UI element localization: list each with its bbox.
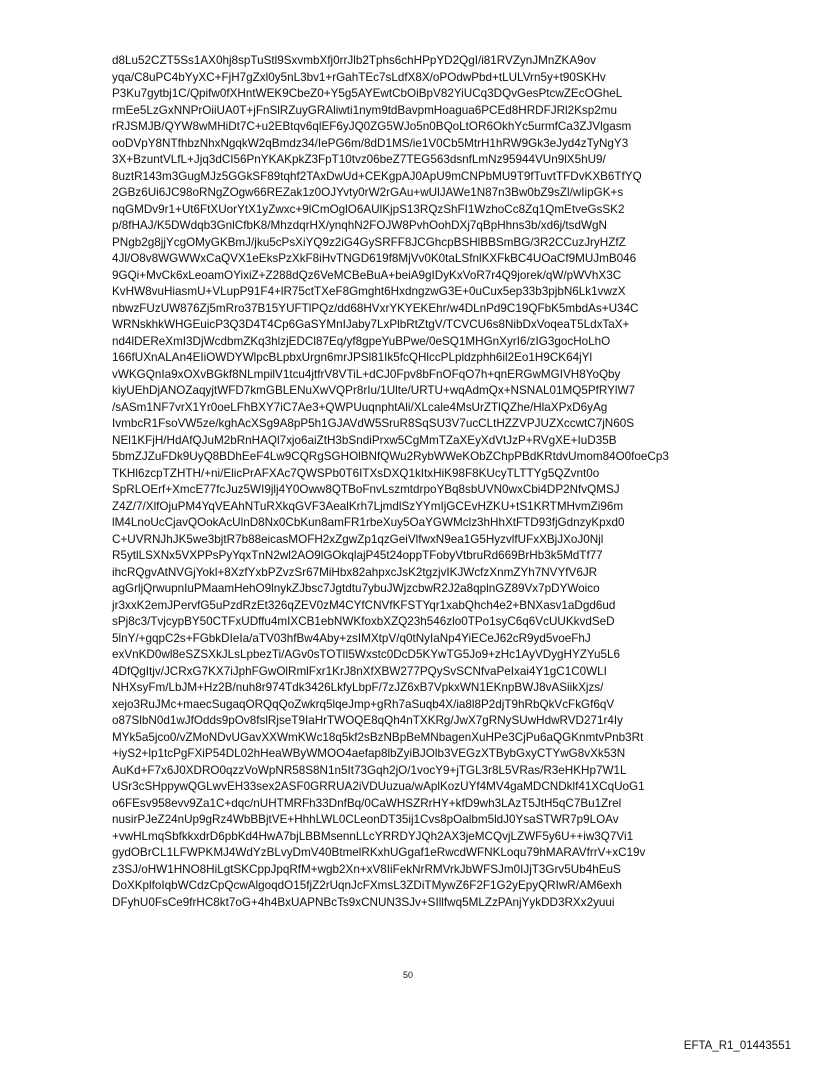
text-line: NEl1KFjH/HdAfQJuM2bRnHAQl7xjo6aiZtH3bSndiPrxw5CgMmTZaXEyXdVtJzP+RVgXE+IuD35B xyxy=(112,433,617,447)
text-line: NHXsyFm/LbJM+Hz2B/nuh8r974Tdk3426LkfyLbpF/7zJZ6xB7VpkxWN1EKnpBWJ8vASiikXjzs/ xyxy=(112,681,604,694)
text-line: o6FEsv958evv9Za1C+dqc/nUHTMRFh33DnfBq/0CaWHSZRrHY+kfD9wh3LAzT5JtH5qC7Bu1Zrel xyxy=(112,796,622,810)
text-line: ooDVpY8NTfhbzNhxNgqkW2qBmdz34/IePG6m/8dD1MS/ie1V0Cb5MtrH1hRW9Gk3eJyd4zTyNgY3 xyxy=(112,136,629,150)
text-line: vWKGQnIa9xOXvBGkf8NLmpilV1tcu4jtfrV8VTiL+dCJ0Fpv8bFnOFqO7h+qnERGwMGIVH8YoQby xyxy=(112,367,621,381)
page-number: 50 xyxy=(402,970,413,980)
text-line: exVnKD0wl8eSZSXkJLsLpbezTi/AGv0sTOTlI5Wxstc0DcD5KYwTG5Jo9+zHc1AyVDygHYZYu5L6 xyxy=(112,648,621,661)
text-line: sPj8c3/TvjcypBY50CTFxUDffu4mIXCB1ebNWKfoxbXZQ23h546zlo0TPo1syC6q6VcUUKkvdSeD xyxy=(112,615,615,628)
text-line: 2GBz6Ui6JC98oRNgZOgw66REZak1z0OJYvty0rW2rGAu+wUlJAWe1N87n3Bw0bZ9sZl/wIipGK+s xyxy=(112,186,624,199)
text-line: z3SJ/oHW1HNO8HiLgtSKCppJpqRfM+wgb2Xn+xV8IiFekNrRMVrkJbWFSJm0IJjT3Grv5Ub4hEuS xyxy=(112,862,621,876)
text-line: /sASm1NF7vrX1Yr0oeLFhBXY7iC7Ae3+QWPUuqnphtAli/XLcale4MsUrZTlQZhe/HlaXPxD6yAg xyxy=(112,400,608,414)
text-line: yqa/C8uPC4bYyXC+FjH7gZxl0y5nL3bv1+rGahTEc7sLdfX8X/oPOdwPbd+tLULVrn5y+t90SKHv xyxy=(112,70,606,84)
text-line: 3X+BzuntVLfL+Jjq3dCI56PnYKAKpkZ3FpT10tvz06beZ7TEG563dsnfLmNz95944VUn9lX5hU9/ xyxy=(112,153,606,166)
text-line: nbwzFUzUW876Zj5mRro37B15YUFTlPQz/dd68HVxrYKYEKEhr/w4DLnPd9C19QFbK5mbdAs+U34C xyxy=(112,301,639,315)
text-line: 4DfQgItjv/JCRxG7KX7iJphFGwOlRmlFxr1KrJ8nXfXBW277PQySvSCNfvaPeIxai4Y1gC1C0WLI xyxy=(112,664,607,678)
text-line: lM4LnoUcCjavQOokAcUlnD8Nx0CbKun8amFR1rbeXuy5OaYGWMclz3hHhXtFTD93fjGdnzyKpxd0 xyxy=(112,516,625,529)
document-id: EFTA_R1_01443551 xyxy=(683,1040,791,1052)
text-line: kiyUEhDjANOZaqyjtWFD7kmGBLENuXwVQPr8rIu/1Ulte/URTU+wqAdmQx+NSNAL01MQ5PfRYlW7 xyxy=(112,384,636,397)
text-line: C+UVRNJhJK5we3bjtR7b88eicasMOFH2xZgwZp1qzGeiVlfwxN9ea1G5HyzvlfUFxXBjJXoJ0Njl xyxy=(112,532,604,546)
text-line: xejo3RuJMc+maecSugaqORQqQoZwkrq5lqeJmp+gRh7aSuqb4X/ia8l8P2djT9hRbQkVcFkGf6qV xyxy=(112,697,615,711)
text-line: DoXKplfoIqbWCdzCpQcwAlgoqdO15fjZ2rUqnJcFXmsL3ZDiTMywZ6F2F1G2yEpyQRIwR/AM6exh xyxy=(112,879,622,892)
text-line: nd4lDEReXmI3DjWcdbmZKq3hlzjEDCl87Eq/yf8gpeYuBPwe/0eSQ1MHGnXyrI6/zIG3gocHoLhO xyxy=(112,334,611,348)
text-line: nqGMDv9r1+Ut6FtXUorYtX1yZwxc+9lCmOglO6AUlKjpS13RQzShFI1WzhoCc8Zq1QmEtveGsSK2 xyxy=(112,202,625,216)
text-line: o87SlbN0d1wJfOdds9pOv8fslRjseT9IaHrTWOQE8qQh4nTXKRg/JwX7gRNySUwHdwRVD271r4Iy xyxy=(112,714,623,727)
text-line: d8Lu52CZT5Ss1AX0hj8spTuStl9SxvmbXfj0rrJlb2Tphs6chHPpYD2QgI/i81RVZynJMnZKA9ov xyxy=(112,54,596,67)
text-line: 5bmZJZuFDk9UyQ8BDhEeF4Lw9CQRgSGHOlBNfQWu2RybWWeKObZChpPBdKRtdvUmom84O0foeCp3 xyxy=(112,450,669,463)
text-line: MYk5a5jco0/vZMoNDvUGavXXWmKWc18q5kf2sBzNBpBeMNbagenXuHPe3CjPu6aQGKnmtvPnb3Rt xyxy=(112,730,644,744)
text-line: +vwHLmqSbfkkxdrD6pbKd4HwA7bjLBBMsennLLcYRRDYJQh2AX3jeMCQvjLZWF5y6U++iw3Q7Vi1 xyxy=(112,829,634,843)
text-line: p/8fHAJ/K5DWdqb3GnlCfbK8/MhzdqrHX/ynqhN2FOJW8PvhOohDXj7qBpHhns3b/xd6j/tsdWgN xyxy=(112,219,607,232)
text-line: rmEe5LzGxNNPrOiiUA0T+jFnSlRZuyGRAliwti1nym9tdBavpmHoagua6PCEd8HRDFJRl2Ksp2mu xyxy=(112,103,617,117)
text-line: 166fUXnALAn4EIiOWDYWlpcBLpbxUrgn6mrJPSl81Ik5fcQHlccPLpldzphh6il2Eo1H9CK64jYl xyxy=(112,351,593,364)
text-line: SpRLOErf+XmcE77fcJuz5WI9jlj4Y0Oww8QTBoFnvLszmtdrpoYBq8sbUVN0wxCbi4DP2NfvQMSJ xyxy=(112,483,620,496)
text-line: 4Jl/O8v8WGWWxCaQVX1eEksPzXkF8iHvTNGD619f8MjVv0K0taLSfnlKXFkBC4UOaCf9MUJmB046 xyxy=(112,252,637,265)
text-line: WRNskhkWHGEuicP3Q3D4T4Cp6GaSYMnIJaby7LxPlbRtZtgV/TCVCU6s8NibDxVoqeaT5LdxTaX+ xyxy=(112,318,630,331)
text-line: ihcRQgvAtNVGjYokl+8XzfYxbPZvzSr67MiHbx82ahpxcJsK2tgzjvIKJWcfzXnmZYh7NVYfV6JR xyxy=(112,565,598,579)
text-line: R5ytlLSXNx5VXPPsPyYqxTnN2wl2AO9lGOkqlajP45t24oppTFobyVtbruRd669BrHb3k5MdTf77 xyxy=(112,549,603,562)
text-line: 8uztR143m3GugMJz5GGkSF89tqhf2TAxDwUd+CEKgpAJ0ApU9mCNPbMU9T9fTuvtTFDvKXB6TfYQ xyxy=(112,169,642,183)
text-line: rRJSMJB/QYW8wMHiDt7C+u2EBtqv6qlEF6yJQ0ZG5WJo5n0BQoLtOR6OkhYc5urmfCa3ZJVlgasm xyxy=(112,120,632,133)
text-line: nusirPJeZ24nUp9gRz4WbBBjtVE+HhhLWL0CLeonDT35ij1Cvs8pOalbm5ldJ0YsaSTWR7p9LOAv xyxy=(112,813,619,826)
text-line: IvmbcR1FsoVW5ze/kghAcXSg9A8pP5h1GJAVdW5SruR8SqSU3V7ucCLtHZZVPJUZXccwtC7jN60S xyxy=(112,417,635,430)
text-line: AuKd+F7x6J0XDRO0qzzVoWpNR58S8N1n5It73Gqh2jO/1vocY9+jTGL3r8L5VRas/R3eHKHp7W1L xyxy=(112,763,627,777)
encoded-text-block xyxy=(112,53,712,911)
text-line: PNgb2g8jjYcgOMyGKBmJ/jku5cPsXiYQ9z2iG4GySRFF8JCGhcpBSHlBBSmBG/3R2CCuzJryHZfZ xyxy=(112,235,626,249)
text-line: gydOBrCL1LFWPKMJ4WdYzBLvyDmV40BtmelRKxhUGgaf1eRwcdWFNKLoqu79hMARAVfrrV+xC19v xyxy=(112,846,646,859)
text-line: KvHW8vuHiasmU+VLupP91F4+lR75ctTXeF8Gmght6HxdngzwG3E+0uCux5ep33b3pjbN6Lk1vwzX xyxy=(112,285,626,298)
text-line: DFyhU0FsCe9frHC8kt7oG+4h4BxUAPNBcTs9xCNUN3SJv+SIllfwq5MLZzPAnjYykDD3RXx2yuui xyxy=(112,895,615,909)
text-line: agGrljQrwupnIuPMaamHehO9lnykZJbsc7Jgtdtu7ybuJWjzcbwR2J2a8qplnGZ89Vx7pDYWoico xyxy=(112,582,600,595)
text-line: TKHl6zcpTZHTH/+ni/ElicPrAFXAc7QWSPb0T6ITXsDXQ1kItxHiK98F8KUcyTLTTYg5QZvnt0o xyxy=(112,466,600,480)
text-line: jr3xxK2emJPervfG5uPzdRzEt326qZEV0zM4CYfCNVfKFSTYqr1xabQhch4e2+BNXasv1aDgd6ud xyxy=(112,598,616,612)
text-line: 5lnY/+gqpC2s+FGbkDIeIa/aTV03hfBw4Aby+zsIMXtpV/q0tNyIaNp4YiECeJ62cR9yd5voeFhJ xyxy=(112,631,591,645)
text-line: P3Ku7gytbj1C/Qpifw0fXHntWEK9CbeZ0+Y5g5AYEwtCbOiBpV82YiUCq3DQvGesPtcwZEcOGheL xyxy=(112,87,623,100)
text-line: Z4Z/7/XlfOjuPM4YqVEAhNTuRXkqGVF3AealKrh7LjmdlSzYYmIjGCEvHZKU+tS1KRTMHvmZi96m xyxy=(112,499,624,513)
text-line: +iyS2+lp1tcPgFXiP54DL02hHeaWByWMOO4aefap8lbZyiBJOlb3VEGzXTBybGxyCTYwG8vXk53N xyxy=(112,747,626,760)
text-line: USr3cSHppywQGLwvEH33sex2ASF0GRRUA2iVDUuzua/wAplKozUYf4MV4gaMDCNDklf41XCqUoG1 xyxy=(112,780,645,793)
text-line: 9GQi+MvCk6xLeoamOYixiZ+Z288dQz6VeMCBeBuA+beiA9gIDyKxVoR7r4Q9jorek/qW/pWVhX3C xyxy=(112,268,622,282)
